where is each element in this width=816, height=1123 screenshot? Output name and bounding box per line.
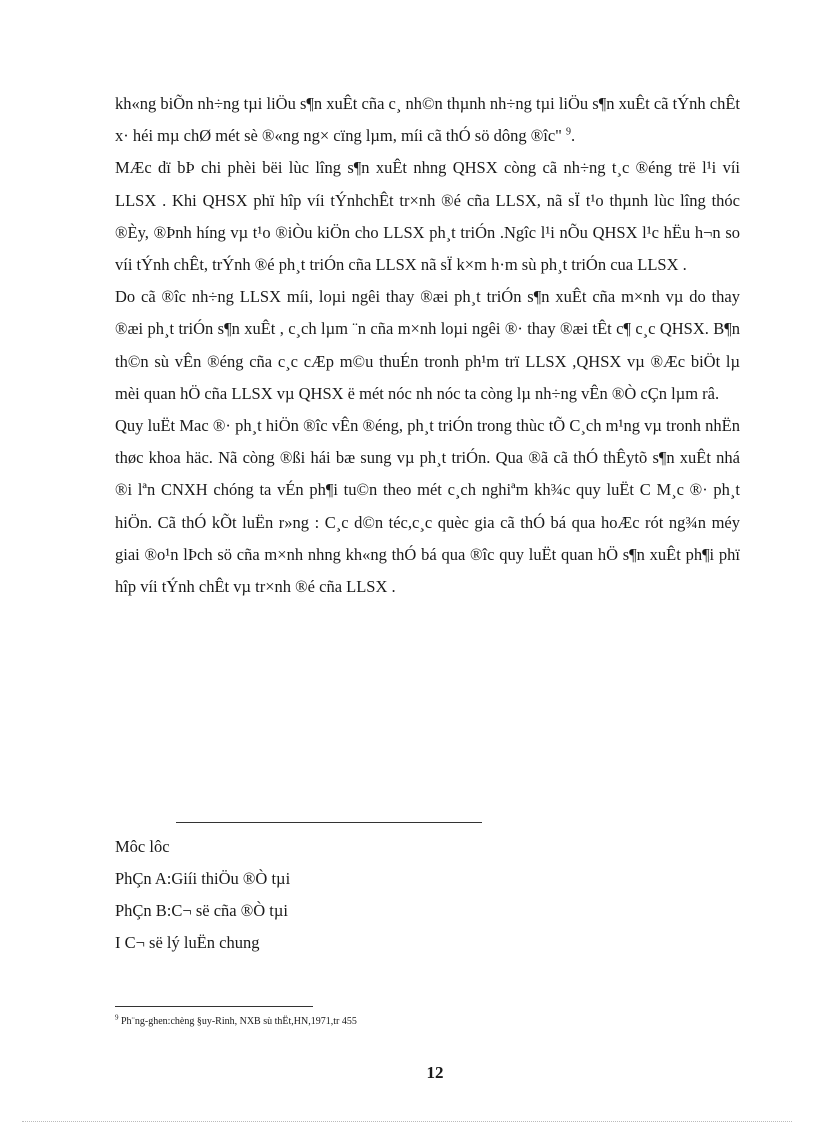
toc-item-section-i: I C¬ së lý luËn chung [115, 933, 260, 952]
page-number: 12 [426, 1063, 444, 1082]
paragraph-4: Quy luËt Mac ®· ph¸t hiÖn ®îc vÊn ®éng, ph¸t triÓn trong thùc tÕ C¸ch m¹ng vµ tronh nhËn thøc khoa häc. Nã còng ®ßi hái bæ sung vµ ph¸t triÓn. Qua ®ã cã thÓ thÊytõ s¶n xuÊt nhá ®i lªn CNXH chóng ta vÉn ph¶i tu©n theo mét c¸ch nghiªm kh¾c quy luËt C M¸c ®· ph¸t hiÖn. Cã thÓ kÕt luËn r»ng : C¸c d©n téc,c¸c quèc gia cã thÓ bá qua hoÆc rót ng¾n méy giai ®o¹n lÞch sö cña m×nh nhng kh«ng thÓ bá qua ®îc quy luËt quan hÖ s¶n xuÊt ph¶i phï hîp víi tÝnh chÊt vµ tr×nh ®é cña LLSX . [115, 416, 740, 597]
footnote [115, 1015, 357, 1029]
footnote-reference: 9 [566, 126, 572, 138]
toc-item-part-a: PhÇn A:Giíi thiÖu ®Ò tµi [115, 869, 291, 888]
paragraph-1 [115, 88, 740, 152]
footnote-divider [115, 1006, 313, 1007]
page-bottom-border [22, 1121, 792, 1122]
paragraph-2: MÆc dï bÞ chi phèi bëi lùc lîng s¶n xuÊt nhng QHSX còng cã nh÷ng t¸c ®éng trë l¹i víi LLSX . Khi QHSX phï hîp víi tÝnhchÊt tr×nh ®é cña LLSX, nã sÏ t¹o thµnh lùc lîng thóc ®Èy, ®Þnh híng vµ t¹o ®iÒu kiÖn cho LLSX ph¸t triÓn .Ngîc l¹i nÕu QHSX l¹c hËu h¬n so víi tÝnh chÊt, trÝnh ®é ph¸t triÓn cña LLSX nã sÏ k×m h·m sù ph¸t triÓn cua LLSX . [115, 158, 740, 275]
table-of-contents [115, 831, 715, 959]
section-divider [176, 822, 482, 823]
paragraph-1-text: kh«ng biÕn nh÷ng tµi liÖu s¶n xuÊt cña c¸ nh©n thµnh nh÷ng tµi liÖu s¶n xuÊt cã tÝnh chÊt x· héi mµ chØ mét sè ®«ng ng× cïng lµm, míi cã thÓ sö dông ®îc" [115, 94, 740, 146]
body-text [115, 88, 740, 603]
toc-title: Môc lôc [115, 837, 170, 856]
footnote-text: Ph¨ng-ghen:chèng §uy-Rinh, NXB sù thËt,HN,1971,tr 455 [121, 1016, 357, 1027]
paragraph-1-trail: . [571, 126, 576, 146]
paragraph-3: Do cã ®îc nh÷ng LLSX míi, loµi ngêi thay ®æi ph¸t triÓn s¶n xuÊt cña m×nh vµ do thay ®æi ph¸t triÓn s¶n xuÊt , c¸ch lµm ¨n cña m×nh loµi ngêi ®· thay ®æi tÊt c¶ c¸c QHSX. B¶n th©n sù vÊn ®éng cña c¸c cÆp m©u thuÉn tronh ph¹m trï LLSX ,QHSX vµ ®Æc biÖt lµ mèi quan hÖ cña LLSX vµ QHSX ë mét nóc nh nóc ta còng lµ nh÷ng vÊn ®Ò cÇn lµm râ. [115, 287, 740, 403]
footnote-number: 9 [115, 1013, 119, 1022]
toc-item-part-b: PhÇn B:C¬ së cña ®Ò tµi [115, 901, 288, 920]
